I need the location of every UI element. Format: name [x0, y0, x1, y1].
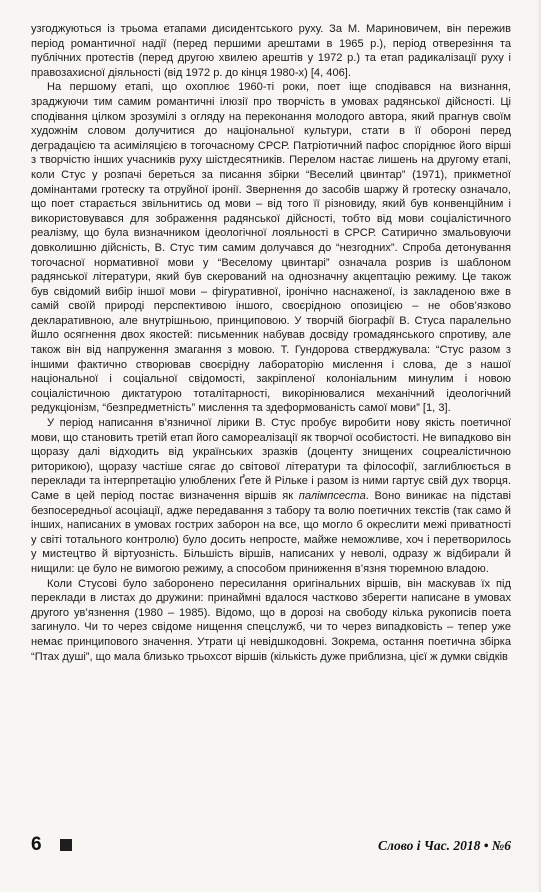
paragraph-3-text-b: . Воно виникає на підставі безпосередньої асоціації, адже передавання з табору та волю поетичних текстів (так само й інших, написаних в умовах гострих заборон на все, що могло б окреслити межі приватності у світі тотального контролю) було досить непросте, майже неможливе, хоч і перетворилось у мистецтво й віртуозність. Більшість віршів, написаних у неволі, одразу ж відбирали й нищили: це було не вимогою режиму, а способом приниження в’язня тюремною владою.: [31, 490, 511, 575]
paragraph-3-text-a: У період написання в’язничної лірики В. Стус пробує виробити нову якість поетичної мови, що становить третій етап його самореалізації як творчої особистості. Не випадково він щоразу далі відходить від українських зразків (доценту знищених соцреалістичною риторикою), щоразу частіше сягає до світової літератури та філософії, заглиблюється в переклади та інтерпретацію улюблених Ґете й Рільке і разом із ними гартує свій дух творця. Саме в цей період постає визначення віршів як: [31, 417, 511, 502]
paragraph-4-text: Коли Стусові було заборонено пересилання оригінальних віршів, він маскував їх під переклади в листах до дружини: принаймні вдалося частково зберегти написане в умовах другого ув’язнення (1980 – 1985). Відомо, що в дорозі на свободу кілька рукописів поета загинуло. Чи то через свідоме нищення спецслужб, чи то через випадковість – тепер уже немає принципового значення. Утрати ці невідшкодовні. Зокрема, остання поетична збірка “Птах душі”, що мала близько трьохсот віршів (кількість дуже приблизна, цієї ж думки свідків: [31, 577, 511, 663]
paragraph-1-text: узгоджуються із трьома етапами дисидентського руху. За М. Мариновичем, він пережив період романтичної надії (перед першими арештами в 1965 р.), період отверезіння та публічних протестів (перед другою хвилею арештів у 1972 р.) та етап радикалізації руху і правозахисної діяльності (від 1972 р. до кінця 1980-х) [4, 406].: [31, 23, 511, 79]
page-edge-shadow: [537, 0, 541, 892]
paragraph-4: [31, 577, 511, 665]
journal-title: Слово і Час. 2018 • №6: [378, 838, 511, 853]
paragraph-3-italic-term: палімпсеста: [298, 490, 366, 502]
page-body: [31, 22, 511, 664]
paragraph-1: [31, 22, 511, 80]
paragraph-2-text: На першому етапі, що охоплює 1960-ті роки, поет іще сподівався на визнання, зраджуючи тим самим романтичні ілюзії про творчість в умовах радянської дійсності. Ці сподівання цілком зрозумілі з огляду на переконання молодого автора, який прагнув своїм художнім словом долучитися до національної культури, стати в її обороні перед деградацією та асиміляцією в тогочасному СРСР. Патріотичний пафос споріднює його вірші з творчістю інших учасників руху шістдесятників. Перелом настає лишень на другому етапі, коли Стус у розпачі береться за писання збірки “Веселий цвинтар” (1971), прикметної домінантами гротеску та отруйної іронії. Звернення до засобів шаржу й гротеску означало, що поет старається звільнитись од мови – від того її різновиду, який був конвенційним і використовувався для зображення радянської дійсності, тобто від мови соціалістичного реалізму, що була визначником ідеологічної лояльності в СРСР. Сатирично змальовуючи довколишню дійсність, В. Стус тим самим долучався до “незгодних”. Спроба детонування тогочасної нормативної мови у “Веселому цвинтарі” означала розрив із шаблоном радянської літератури, який був скерований на однозначну акцептацію режиму. Це також був свідомий вибір іншої мови – фігуративної, іронічно наснаженої, із закладеною вже в самій своїй природі перспективою іншого, своєрідною опозицією – не обов’язково декларативною, але внутрішньою, принциповою. У творчій біографії В. Стуса паралельно йшло осягнення двох якостей: письменник набував досвіду громадянського спротиву, але також він від напруження змагання з мовою. Т. Гундорова стверджувала: “Стус разом з іншими фактично створював своєрідну лабораторію мислення і слова, де з нашої національної і соціальної свідомості, закріпленої колоніальним минулим і новою соціалістичною диктатурою тоталітарності, викорінювалися механічний ідеологічний редукціонізм, “безпредметність” мислення та здеформованість самої мови” [1, 3].: [31, 81, 511, 415]
paragraph-3: [31, 416, 511, 577]
paragraph-2: [31, 80, 511, 416]
page-footer: [31, 834, 511, 856]
square-marker-icon: [60, 839, 72, 851]
page-number: 6: [31, 834, 42, 855]
